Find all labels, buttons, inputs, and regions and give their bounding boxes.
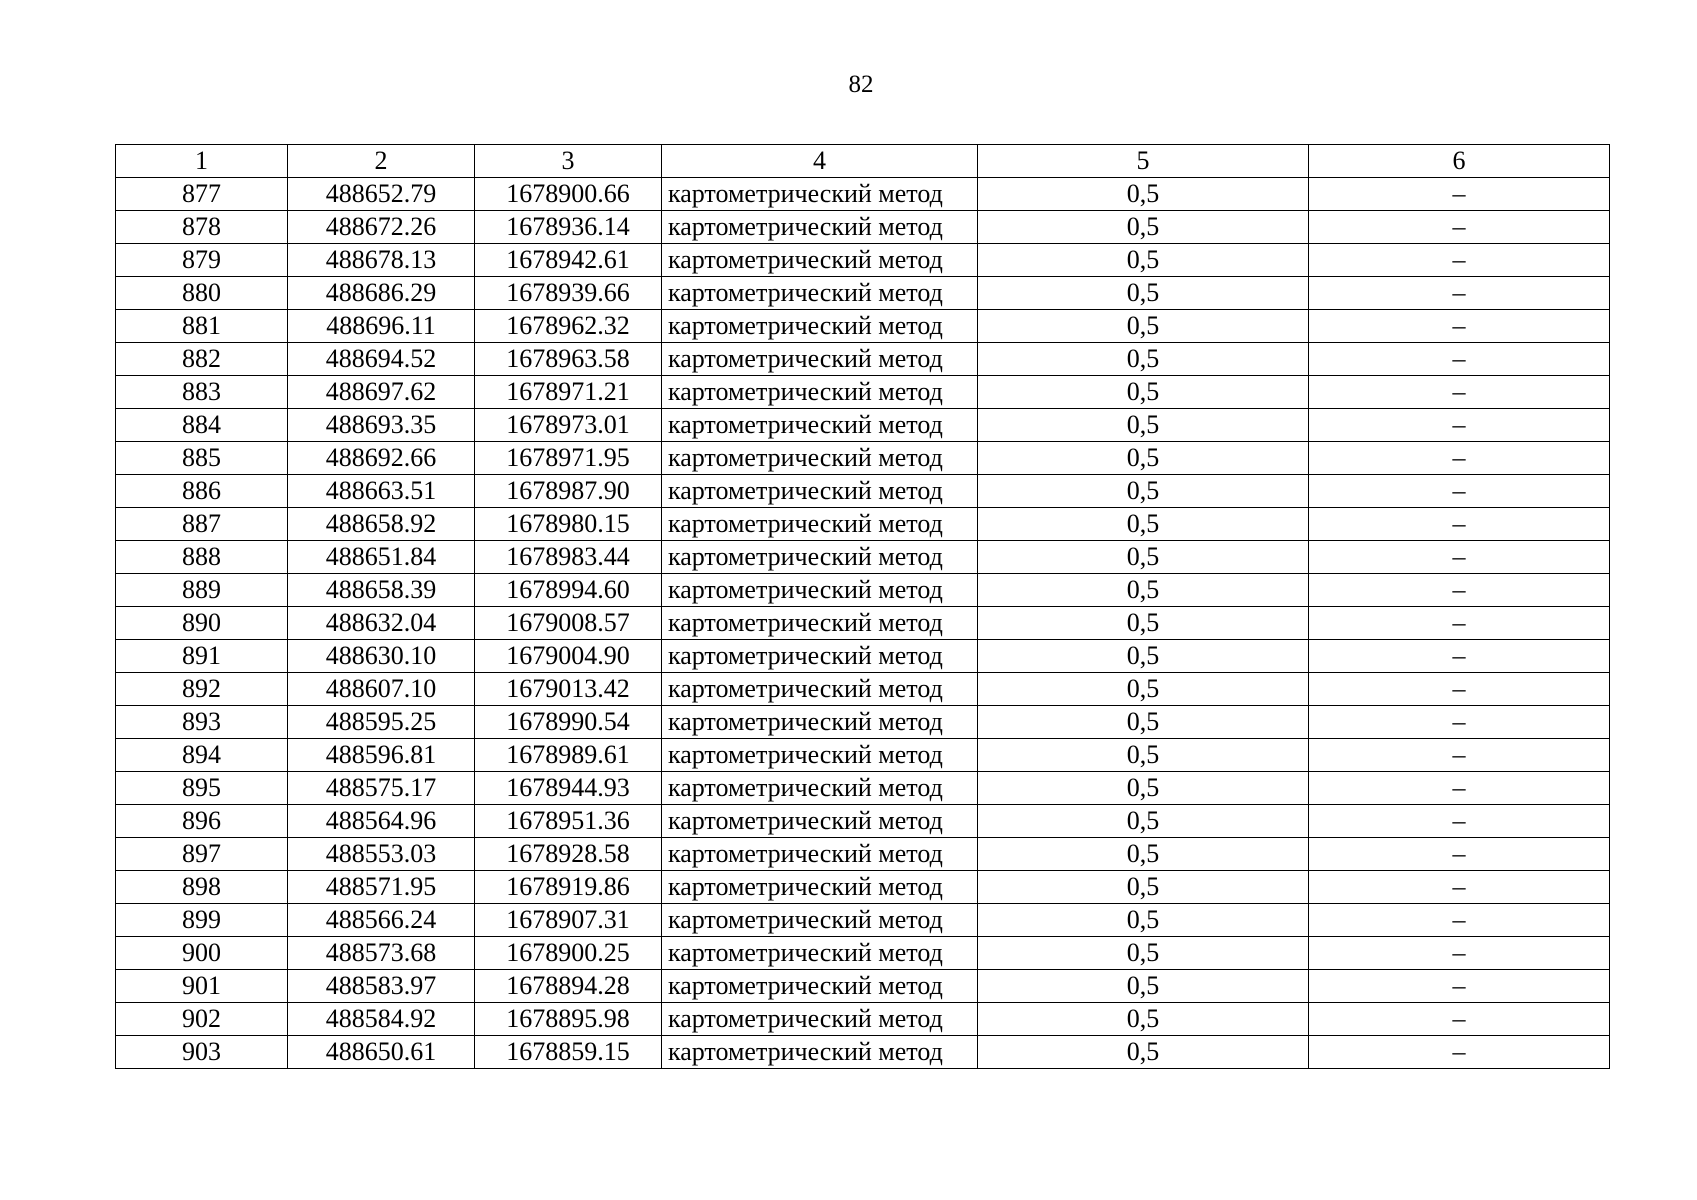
table-row bbox=[116, 607, 1610, 640]
x-coordinate-cell: 488583.97 bbox=[288, 970, 475, 1003]
accuracy-cell: 0,5 bbox=[978, 739, 1309, 772]
x-coordinate-cell: 488573.68 bbox=[288, 937, 475, 970]
y-coordinate-cell: 1678980.15 bbox=[475, 508, 662, 541]
x-coordinate-cell: 488575.17 bbox=[288, 772, 475, 805]
table-row bbox=[116, 838, 1610, 871]
method-cell: картометрический метод bbox=[662, 475, 978, 508]
table-row bbox=[116, 739, 1610, 772]
note-cell: – bbox=[1309, 772, 1610, 805]
accuracy-cell: 0,5 bbox=[978, 442, 1309, 475]
table-row bbox=[116, 508, 1610, 541]
header-cell-2: 2 bbox=[288, 145, 475, 178]
note-cell: – bbox=[1309, 640, 1610, 673]
point-number-cell: 896 bbox=[116, 805, 288, 838]
method-cell: картометрический метод bbox=[662, 904, 978, 937]
table-row bbox=[116, 178, 1610, 211]
x-coordinate-cell: 488564.96 bbox=[288, 805, 475, 838]
table-header-row bbox=[116, 145, 1610, 178]
y-coordinate-cell: 1678962.32 bbox=[475, 310, 662, 343]
header-cell-3: 3 bbox=[475, 145, 662, 178]
table-row bbox=[116, 805, 1610, 838]
accuracy-cell: 0,5 bbox=[978, 607, 1309, 640]
point-number-cell: 889 bbox=[116, 574, 288, 607]
point-number-cell: 891 bbox=[116, 640, 288, 673]
x-coordinate-cell: 488632.04 bbox=[288, 607, 475, 640]
method-cell: картометрический метод bbox=[662, 970, 978, 1003]
method-cell: картометрический метод bbox=[662, 640, 978, 673]
accuracy-cell: 0,5 bbox=[978, 640, 1309, 673]
note-cell: – bbox=[1309, 706, 1610, 739]
point-number-cell: 903 bbox=[116, 1036, 288, 1069]
note-cell: – bbox=[1309, 310, 1610, 343]
y-coordinate-cell: 1678971.21 bbox=[475, 376, 662, 409]
table-row bbox=[116, 211, 1610, 244]
table-row bbox=[116, 772, 1610, 805]
point-number-cell: 897 bbox=[116, 838, 288, 871]
y-coordinate-cell: 1678989.61 bbox=[475, 739, 662, 772]
note-cell: – bbox=[1309, 244, 1610, 277]
point-number-cell: 895 bbox=[116, 772, 288, 805]
table-row bbox=[116, 310, 1610, 343]
header-cell-5: 5 bbox=[978, 145, 1309, 178]
table-row bbox=[116, 640, 1610, 673]
accuracy-cell: 0,5 bbox=[978, 1003, 1309, 1036]
method-cell: картометрический метод bbox=[662, 178, 978, 211]
note-cell: – bbox=[1309, 211, 1610, 244]
method-cell: картометрический метод bbox=[662, 409, 978, 442]
accuracy-cell: 0,5 bbox=[978, 508, 1309, 541]
point-number-cell: 881 bbox=[116, 310, 288, 343]
accuracy-cell: 0,5 bbox=[978, 475, 1309, 508]
x-coordinate-cell: 488566.24 bbox=[288, 904, 475, 937]
note-cell: – bbox=[1309, 541, 1610, 574]
coordinates-table bbox=[115, 144, 1610, 1069]
x-coordinate-cell: 488694.52 bbox=[288, 343, 475, 376]
table-row bbox=[116, 574, 1610, 607]
table-row bbox=[116, 937, 1610, 970]
table-row bbox=[116, 1036, 1610, 1069]
y-coordinate-cell: 1678919.86 bbox=[475, 871, 662, 904]
method-cell: картометрический метод bbox=[662, 541, 978, 574]
table-row bbox=[116, 970, 1610, 1003]
accuracy-cell: 0,5 bbox=[978, 904, 1309, 937]
point-number-cell: 885 bbox=[116, 442, 288, 475]
accuracy-cell: 0,5 bbox=[978, 541, 1309, 574]
y-coordinate-cell: 1678928.58 bbox=[475, 838, 662, 871]
point-number-cell: 883 bbox=[116, 376, 288, 409]
accuracy-cell: 0,5 bbox=[978, 970, 1309, 1003]
header-cell-1: 1 bbox=[116, 145, 288, 178]
point-number-cell: 888 bbox=[116, 541, 288, 574]
x-coordinate-cell: 488630.10 bbox=[288, 640, 475, 673]
method-cell: картометрический метод bbox=[662, 442, 978, 475]
point-number-cell: 877 bbox=[116, 178, 288, 211]
note-cell: – bbox=[1309, 1003, 1610, 1036]
point-number-cell: 892 bbox=[116, 673, 288, 706]
x-coordinate-cell: 488686.29 bbox=[288, 277, 475, 310]
x-coordinate-cell: 488651.84 bbox=[288, 541, 475, 574]
y-coordinate-cell: 1678936.14 bbox=[475, 211, 662, 244]
y-coordinate-cell: 1678900.25 bbox=[475, 937, 662, 970]
y-coordinate-cell: 1678963.58 bbox=[475, 343, 662, 376]
method-cell: картометрический метод bbox=[662, 673, 978, 706]
y-coordinate-cell: 1679004.90 bbox=[475, 640, 662, 673]
table-row bbox=[116, 376, 1610, 409]
method-cell: картометрический метод bbox=[662, 838, 978, 871]
accuracy-cell: 0,5 bbox=[978, 409, 1309, 442]
method-cell: картометрический метод bbox=[662, 376, 978, 409]
y-coordinate-cell: 1678990.54 bbox=[475, 706, 662, 739]
accuracy-cell: 0,5 bbox=[978, 376, 1309, 409]
note-cell: – bbox=[1309, 178, 1610, 211]
table-body bbox=[116, 145, 1610, 1069]
table-row bbox=[116, 541, 1610, 574]
method-cell: картометрический метод bbox=[662, 739, 978, 772]
note-cell: – bbox=[1309, 904, 1610, 937]
accuracy-cell: 0,5 bbox=[978, 343, 1309, 376]
point-number-cell: 900 bbox=[116, 937, 288, 970]
x-coordinate-cell: 488658.92 bbox=[288, 508, 475, 541]
method-cell: картометрический метод bbox=[662, 1036, 978, 1069]
table-row bbox=[116, 409, 1610, 442]
accuracy-cell: 0,5 bbox=[978, 937, 1309, 970]
method-cell: картометрический метод bbox=[662, 805, 978, 838]
page-number: 82 bbox=[848, 71, 874, 98]
x-coordinate-cell: 488693.35 bbox=[288, 409, 475, 442]
accuracy-cell: 0,5 bbox=[978, 805, 1309, 838]
point-number-cell: 882 bbox=[116, 343, 288, 376]
header-cell-4: 4 bbox=[662, 145, 978, 178]
accuracy-cell: 0,5 bbox=[978, 244, 1309, 277]
table-row bbox=[116, 475, 1610, 508]
x-coordinate-cell: 488696.11 bbox=[288, 310, 475, 343]
point-number-cell: 887 bbox=[116, 508, 288, 541]
note-cell: – bbox=[1309, 475, 1610, 508]
y-coordinate-cell: 1678951.36 bbox=[475, 805, 662, 838]
x-coordinate-cell: 488697.62 bbox=[288, 376, 475, 409]
method-cell: картометрический метод bbox=[662, 277, 978, 310]
x-coordinate-cell: 488584.92 bbox=[288, 1003, 475, 1036]
table-row bbox=[116, 673, 1610, 706]
point-number-cell: 901 bbox=[116, 970, 288, 1003]
x-coordinate-cell: 488658.39 bbox=[288, 574, 475, 607]
method-cell: картометрический метод bbox=[662, 871, 978, 904]
method-cell: картометрический метод bbox=[662, 772, 978, 805]
accuracy-cell: 0,5 bbox=[978, 673, 1309, 706]
y-coordinate-cell: 1678939.66 bbox=[475, 277, 662, 310]
accuracy-cell: 0,5 bbox=[978, 871, 1309, 904]
method-cell: картометрический метод bbox=[662, 310, 978, 343]
x-coordinate-cell: 488692.66 bbox=[288, 442, 475, 475]
note-cell: – bbox=[1309, 343, 1610, 376]
accuracy-cell: 0,5 bbox=[978, 838, 1309, 871]
point-number-cell: 899 bbox=[116, 904, 288, 937]
point-number-cell: 886 bbox=[116, 475, 288, 508]
x-coordinate-cell: 488650.61 bbox=[288, 1036, 475, 1069]
note-cell: – bbox=[1309, 838, 1610, 871]
note-cell: – bbox=[1309, 1036, 1610, 1069]
point-number-cell: 880 bbox=[116, 277, 288, 310]
accuracy-cell: 0,5 bbox=[978, 772, 1309, 805]
note-cell: – bbox=[1309, 409, 1610, 442]
y-coordinate-cell: 1678859.15 bbox=[475, 1036, 662, 1069]
y-coordinate-cell: 1679013.42 bbox=[475, 673, 662, 706]
x-coordinate-cell: 488652.79 bbox=[288, 178, 475, 211]
y-coordinate-cell: 1678894.28 bbox=[475, 970, 662, 1003]
point-number-cell: 890 bbox=[116, 607, 288, 640]
note-cell: – bbox=[1309, 508, 1610, 541]
y-coordinate-cell: 1678973.01 bbox=[475, 409, 662, 442]
note-cell: – bbox=[1309, 937, 1610, 970]
x-coordinate-cell: 488553.03 bbox=[288, 838, 475, 871]
accuracy-cell: 0,5 bbox=[978, 178, 1309, 211]
y-coordinate-cell: 1678895.98 bbox=[475, 1003, 662, 1036]
method-cell: картометрический метод bbox=[662, 574, 978, 607]
table-row bbox=[116, 343, 1610, 376]
note-cell: – bbox=[1309, 739, 1610, 772]
y-coordinate-cell: 1678983.44 bbox=[475, 541, 662, 574]
accuracy-cell: 0,5 bbox=[978, 277, 1309, 310]
point-number-cell: 893 bbox=[116, 706, 288, 739]
note-cell: – bbox=[1309, 376, 1610, 409]
note-cell: – bbox=[1309, 805, 1610, 838]
y-coordinate-cell: 1678907.31 bbox=[475, 904, 662, 937]
x-coordinate-cell: 488678.13 bbox=[288, 244, 475, 277]
x-coordinate-cell: 488672.26 bbox=[288, 211, 475, 244]
x-coordinate-cell: 488595.25 bbox=[288, 706, 475, 739]
table-row bbox=[116, 1003, 1610, 1036]
method-cell: картометрический метод bbox=[662, 244, 978, 277]
method-cell: картометрический метод bbox=[662, 1003, 978, 1036]
header-cell-6: 6 bbox=[1309, 145, 1610, 178]
table-row bbox=[116, 277, 1610, 310]
note-cell: – bbox=[1309, 277, 1610, 310]
y-coordinate-cell: 1679008.57 bbox=[475, 607, 662, 640]
point-number-cell: 898 bbox=[116, 871, 288, 904]
x-coordinate-cell: 488663.51 bbox=[288, 475, 475, 508]
method-cell: картометрический метод bbox=[662, 937, 978, 970]
x-coordinate-cell: 488571.95 bbox=[288, 871, 475, 904]
point-number-cell: 894 bbox=[116, 739, 288, 772]
point-number-cell: 902 bbox=[116, 1003, 288, 1036]
table-row bbox=[116, 904, 1610, 937]
note-cell: – bbox=[1309, 607, 1610, 640]
method-cell: картометрический метод bbox=[662, 607, 978, 640]
method-cell: картометрический метод bbox=[662, 211, 978, 244]
y-coordinate-cell: 1678942.61 bbox=[475, 244, 662, 277]
y-coordinate-cell: 1678971.95 bbox=[475, 442, 662, 475]
y-coordinate-cell: 1678944.93 bbox=[475, 772, 662, 805]
accuracy-cell: 0,5 bbox=[978, 211, 1309, 244]
method-cell: картометрический метод bbox=[662, 508, 978, 541]
note-cell: – bbox=[1309, 442, 1610, 475]
accuracy-cell: 0,5 bbox=[978, 1036, 1309, 1069]
point-number-cell: 884 bbox=[116, 409, 288, 442]
point-number-cell: 879 bbox=[116, 244, 288, 277]
x-coordinate-cell: 488596.81 bbox=[288, 739, 475, 772]
table-row bbox=[116, 442, 1610, 475]
note-cell: – bbox=[1309, 574, 1610, 607]
note-cell: – bbox=[1309, 970, 1610, 1003]
y-coordinate-cell: 1678994.60 bbox=[475, 574, 662, 607]
method-cell: картометрический метод bbox=[662, 706, 978, 739]
accuracy-cell: 0,5 bbox=[978, 574, 1309, 607]
table-row bbox=[116, 244, 1610, 277]
table-row bbox=[116, 871, 1610, 904]
y-coordinate-cell: 1678987.90 bbox=[475, 475, 662, 508]
note-cell: – bbox=[1309, 871, 1610, 904]
accuracy-cell: 0,5 bbox=[978, 706, 1309, 739]
note-cell: – bbox=[1309, 673, 1610, 706]
table-row bbox=[116, 706, 1610, 739]
point-number-cell: 878 bbox=[116, 211, 288, 244]
accuracy-cell: 0,5 bbox=[978, 310, 1309, 343]
method-cell: картометрический метод bbox=[662, 343, 978, 376]
y-coordinate-cell: 1678900.66 bbox=[475, 178, 662, 211]
x-coordinate-cell: 488607.10 bbox=[288, 673, 475, 706]
